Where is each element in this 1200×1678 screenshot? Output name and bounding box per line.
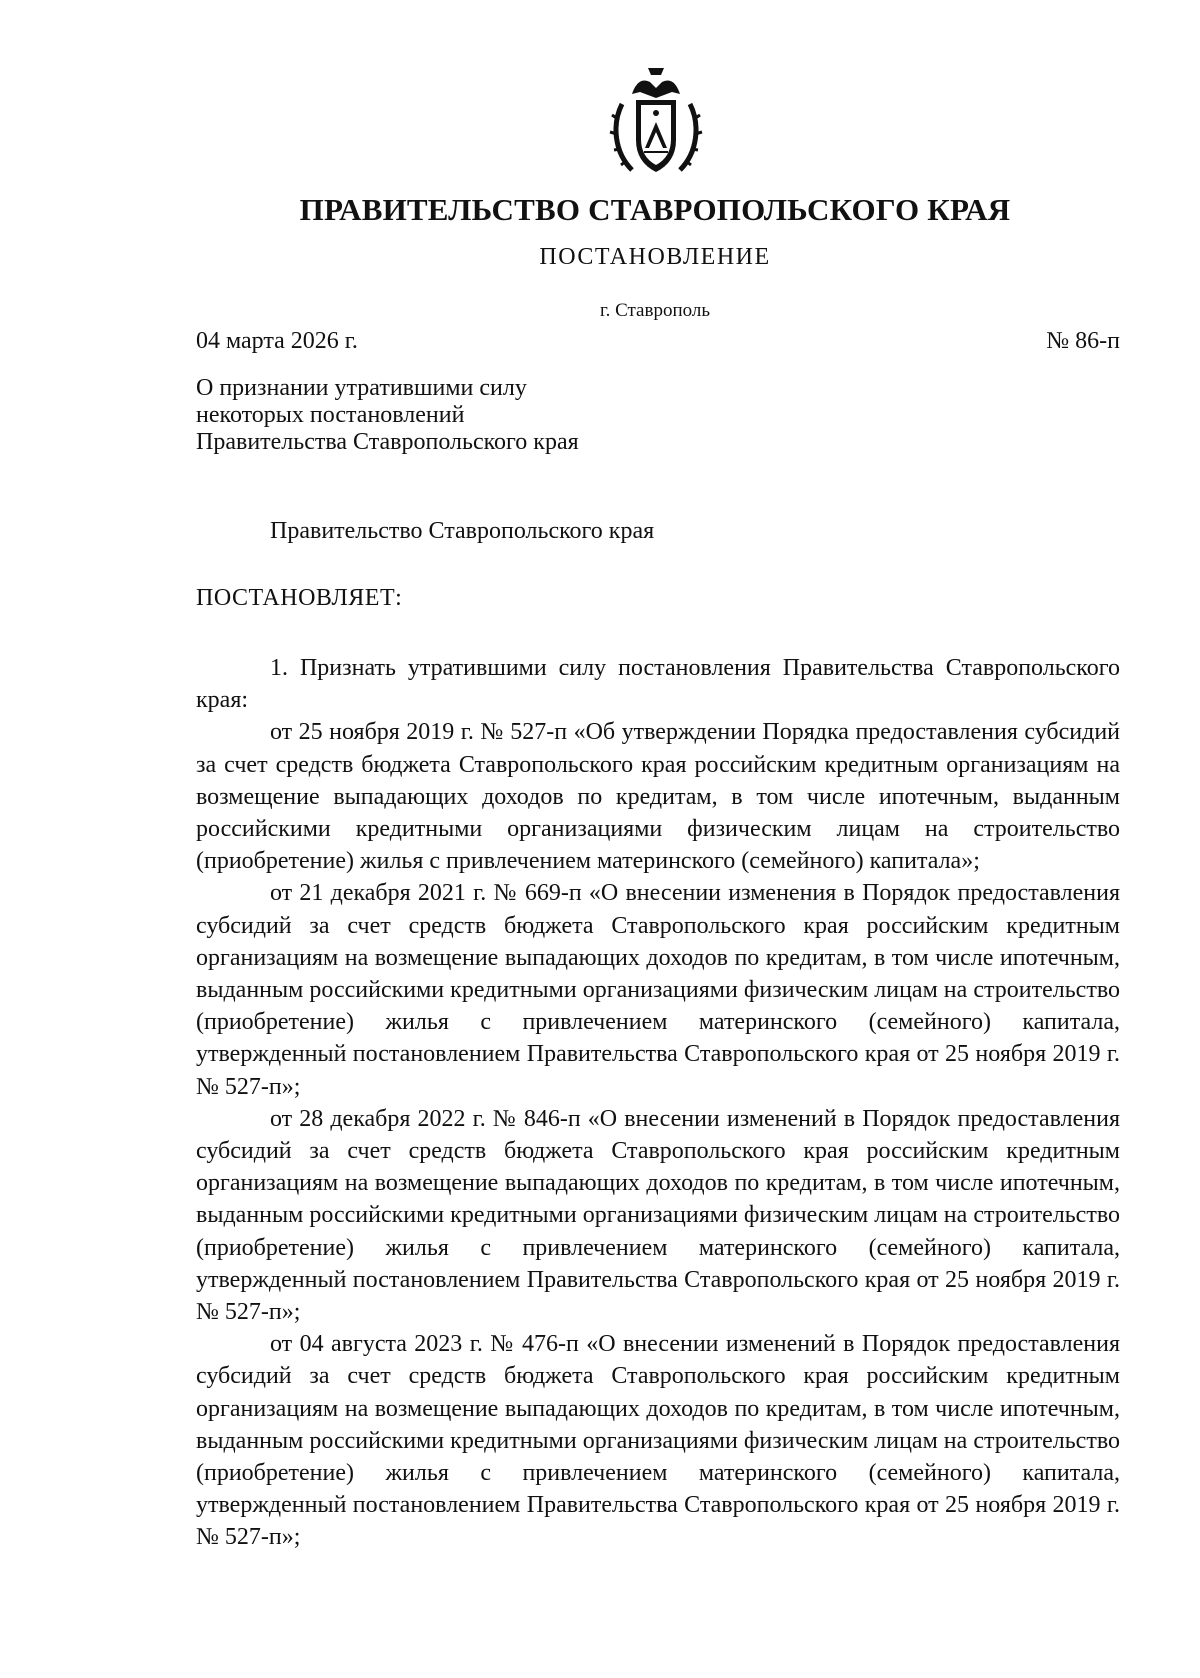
- government-title: ПРАВИТЕЛЬСТВО СТАВРОПОЛЬСКОГО КРАЯ: [299, 192, 1011, 227]
- subject-line: О признании утратившими силу: [196, 375, 527, 401]
- body-paragraph: от 04 августа 2023 г. № 476-п «О внесении изменений в Порядок предоставления субсидий за счет средств бюджета Ставропольского края российским кредитным организациям на возмещение выпадающих доходов по кредитам, в том числе ипотечным, выданным российскими кредитными организациями физическим лицам на строительство (приобретение) жилья с привлечением материнского (семейного) капитала, утвержденный постановлением Правительства Ставропольского края от 25 ноября 2019 г. № 527-п»;: [196, 1331, 1120, 1551]
- resolves-heading: ПОСТАНОВЛЯЕТ:: [196, 585, 403, 611]
- body-paragraph: от 25 ноября 2019 г. № 527-п «Об утверждении Порядка предоставления субсидий за счет средств бюджета Ставропольского края российским кредитным организациям на возмещение выпадающих доходов по кредитам, в том числе ипотечным, выданным российскими кредитными организациями физическим лицам на строительство (приобретение) жилья с привлечением материнского (семейного) капитала»;: [196, 719, 1120, 875]
- body-paragraph: от 21 декабря 2021 г. № 669-п «О внесении изменения в Порядок предоставления субсидий за счет средств бюджета Ставропольского края российским кредитным организациям на возмещение выпадающих доходов по кредитам, в том числе ипотечным, выданным российскими кредитными организациями физическим лицам на строительство (приобретение) жилья с привлечением материнского (семейного) капитала, утвержденный постановлением Правительства Ставропольского края от 25 ноября 2019 г. № 527-п»;: [196, 880, 1120, 1100]
- document-date: 04 марта 2026 г.: [196, 328, 358, 354]
- document-subject: [196, 375, 579, 456]
- document-type: ПОСТАНОВЛЕНИЕ: [539, 244, 771, 270]
- document-body: [196, 652, 1120, 1554]
- document-number: № 86-п: [1046, 328, 1120, 354]
- body-paragraph: от 28 декабря 2022 г. № 846-п «О внесении изменений в Порядок предоставления субсидий за счет средств бюджета Ставропольского края российским кредитным организациям на возмещение выпадающих доходов по кредитам, в том числе ипотечным, выданным российскими кредитными организациями физическим лицам на строительство (приобретение) жилья с привлечением материнского (семейного) капитала, утвержденный постановлением Правительства Ставропольского края от 25 ноября 2019 г. № 527-п»;: [196, 1105, 1120, 1326]
- preamble: Правительство Ставропольского края: [270, 518, 655, 544]
- subject-line: Правительства Ставропольского края: [196, 429, 579, 455]
- subject-line: некоторых постановлений: [196, 402, 465, 428]
- coat-of-arms-emblem: [608, 64, 704, 182]
- body-paragraph: 1. Признать утратившими силу постановления Правительства Ставропольского края:: [196, 655, 1120, 714]
- city-name: г. Ставрополь: [599, 300, 711, 321]
